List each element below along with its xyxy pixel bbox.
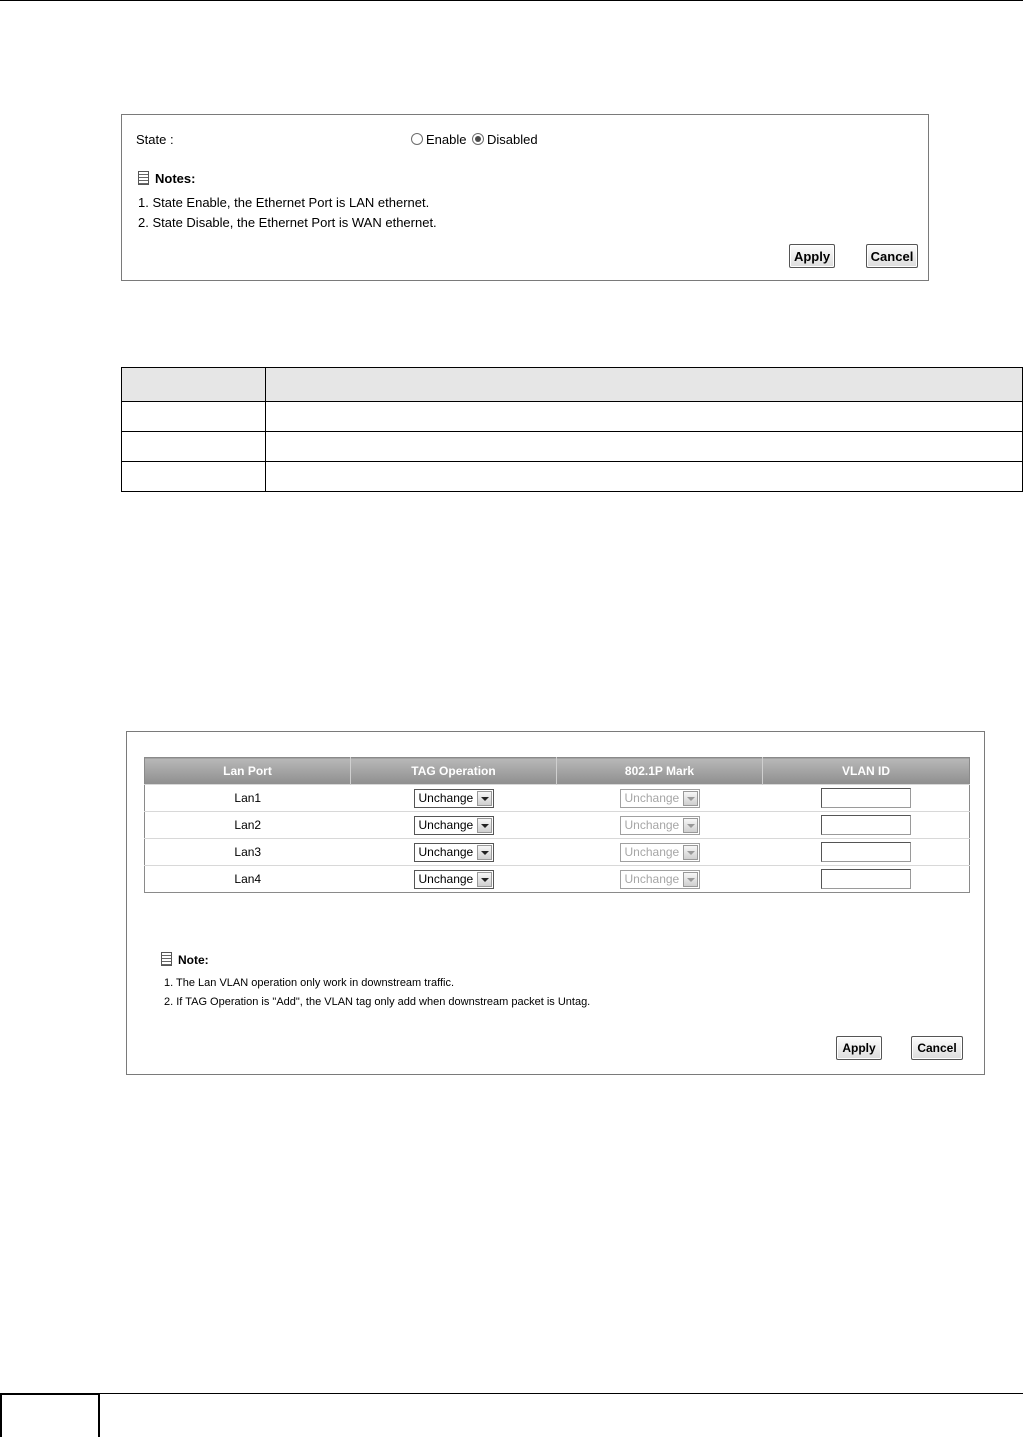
- state-label: State :: [136, 132, 174, 147]
- page-number-box: [0, 1393, 100, 1437]
- note-line-2: 2. State Disable, the Ethernet Port is WAN ethernet.: [138, 215, 437, 230]
- chevron-down-icon: [683, 872, 698, 887]
- tag-operation-value: Unchange: [418, 790, 474, 805]
- enable-radio-option[interactable]: [411, 132, 466, 147]
- tag-operation-select[interactable]: [414, 870, 494, 889]
- apply-button[interactable]: Apply: [789, 244, 835, 268]
- table-row: [145, 812, 970, 839]
- table-row: [122, 462, 1023, 492]
- header-vlan-id: VLAN ID: [763, 758, 970, 785]
- chevron-down-icon: [683, 845, 698, 860]
- table-cell: [122, 462, 266, 492]
- 8021p-mark-select: [620, 870, 700, 889]
- vlan-table-header-row: [145, 758, 970, 785]
- table-cell: [122, 402, 266, 432]
- page-top-rule: [0, 0, 1023, 1]
- table-header-cell: [266, 368, 1023, 402]
- tag-operation-cell: [351, 866, 557, 893]
- ethernet-port-state-panel: [121, 114, 929, 281]
- table-cell: [122, 432, 266, 462]
- note-icon: [161, 952, 172, 966]
- note-title: Note:: [178, 953, 209, 967]
- label-description-table: [121, 367, 1023, 492]
- vlan-id-input[interactable]: [821, 842, 911, 862]
- tag-operation-cell: [351, 785, 557, 812]
- note-line-1: 1. State Enable, the Ethernet Port is LAN ethernet.: [138, 195, 430, 210]
- vlan-apply-button[interactable]: Apply: [836, 1036, 882, 1060]
- lan-port-cell: Lan2: [145, 812, 351, 839]
- header-tag-operation: TAG Operation: [351, 758, 557, 785]
- chevron-down-icon[interactable]: [477, 845, 492, 860]
- chevron-down-icon: [683, 791, 698, 806]
- chevron-down-icon[interactable]: [477, 872, 492, 887]
- header-lan-port: Lan Port: [145, 758, 351, 785]
- tag-operation-value: Unchange: [418, 871, 474, 886]
- lan-port-cell: Lan4: [145, 866, 351, 893]
- vlan-cancel-button[interactable]: Cancel: [911, 1036, 963, 1060]
- mark-value: Unchange: [624, 817, 680, 832]
- tag-operation-select[interactable]: [414, 843, 494, 862]
- tag-operation-select[interactable]: [414, 816, 494, 835]
- tag-operation-cell: [351, 839, 557, 866]
- table-cell: [266, 432, 1023, 462]
- table-row: [145, 785, 970, 812]
- vlan-id-input[interactable]: [821, 869, 911, 889]
- table-cell: [266, 462, 1023, 492]
- 8021p-mark-select: [620, 789, 700, 808]
- vlan-id-cell: [763, 785, 970, 812]
- note-heading: [161, 952, 209, 967]
- mark-value: Unchange: [624, 790, 680, 805]
- table-row: [122, 402, 1023, 432]
- mark-cell: [557, 812, 763, 839]
- mark-cell: [557, 839, 763, 866]
- table-header-cell: [122, 368, 266, 402]
- vlan-id-cell: [763, 812, 970, 839]
- lan-port-cell: Lan1: [145, 785, 351, 812]
- notes-heading: [138, 171, 195, 186]
- chevron-down-icon[interactable]: [477, 818, 492, 833]
- lan-vlan-table: [144, 757, 970, 893]
- disabled-radio-option[interactable]: [472, 132, 538, 147]
- mark-value: Unchange: [624, 871, 680, 886]
- 8021p-mark-select: [620, 843, 700, 862]
- tag-operation-value: Unchange: [418, 817, 474, 832]
- table-header-row: [122, 368, 1023, 402]
- vlan-id-input[interactable]: [821, 815, 911, 835]
- tag-operation-cell: [351, 812, 557, 839]
- vlan-id-cell: [763, 839, 970, 866]
- chevron-down-icon: [683, 818, 698, 833]
- mark-cell: [557, 866, 763, 893]
- mark-value: Unchange: [624, 844, 680, 859]
- cancel-button[interactable]: Cancel: [866, 244, 918, 268]
- notes-title: Notes:: [155, 171, 196, 186]
- mark-cell: [557, 785, 763, 812]
- disabled-radio[interactable]: [472, 133, 484, 145]
- vlan-id-cell: [763, 866, 970, 893]
- 8021p-mark-select: [620, 816, 700, 835]
- disabled-label: Disabled: [487, 132, 538, 147]
- tag-operation-value: Unchange: [418, 844, 474, 859]
- lan-vlan-panel: [126, 731, 985, 1075]
- enable-radio[interactable]: [411, 133, 423, 145]
- tag-operation-select[interactable]: [414, 789, 494, 808]
- vlan-id-input[interactable]: [821, 788, 911, 808]
- table-row: [145, 866, 970, 893]
- vlan-note-line-2: 2. If TAG Operation is "Add", the VLAN tag only add when downstream packet is Untag.: [164, 996, 591, 1008]
- enable-label: Enable: [426, 132, 467, 147]
- chevron-down-icon[interactable]: [477, 791, 492, 806]
- header-8021p-mark: 802.1P Mark: [557, 758, 763, 785]
- table-cell: [266, 402, 1023, 432]
- note-icon: [138, 171, 149, 185]
- table-row: [122, 432, 1023, 462]
- lan-port-cell: Lan3: [145, 839, 351, 866]
- table-row: [145, 839, 970, 866]
- footer-rule: [99, 1393, 1023, 1394]
- vlan-note-line-1: 1. The Lan VLAN operation only work in downstream traffic.: [164, 977, 455, 989]
